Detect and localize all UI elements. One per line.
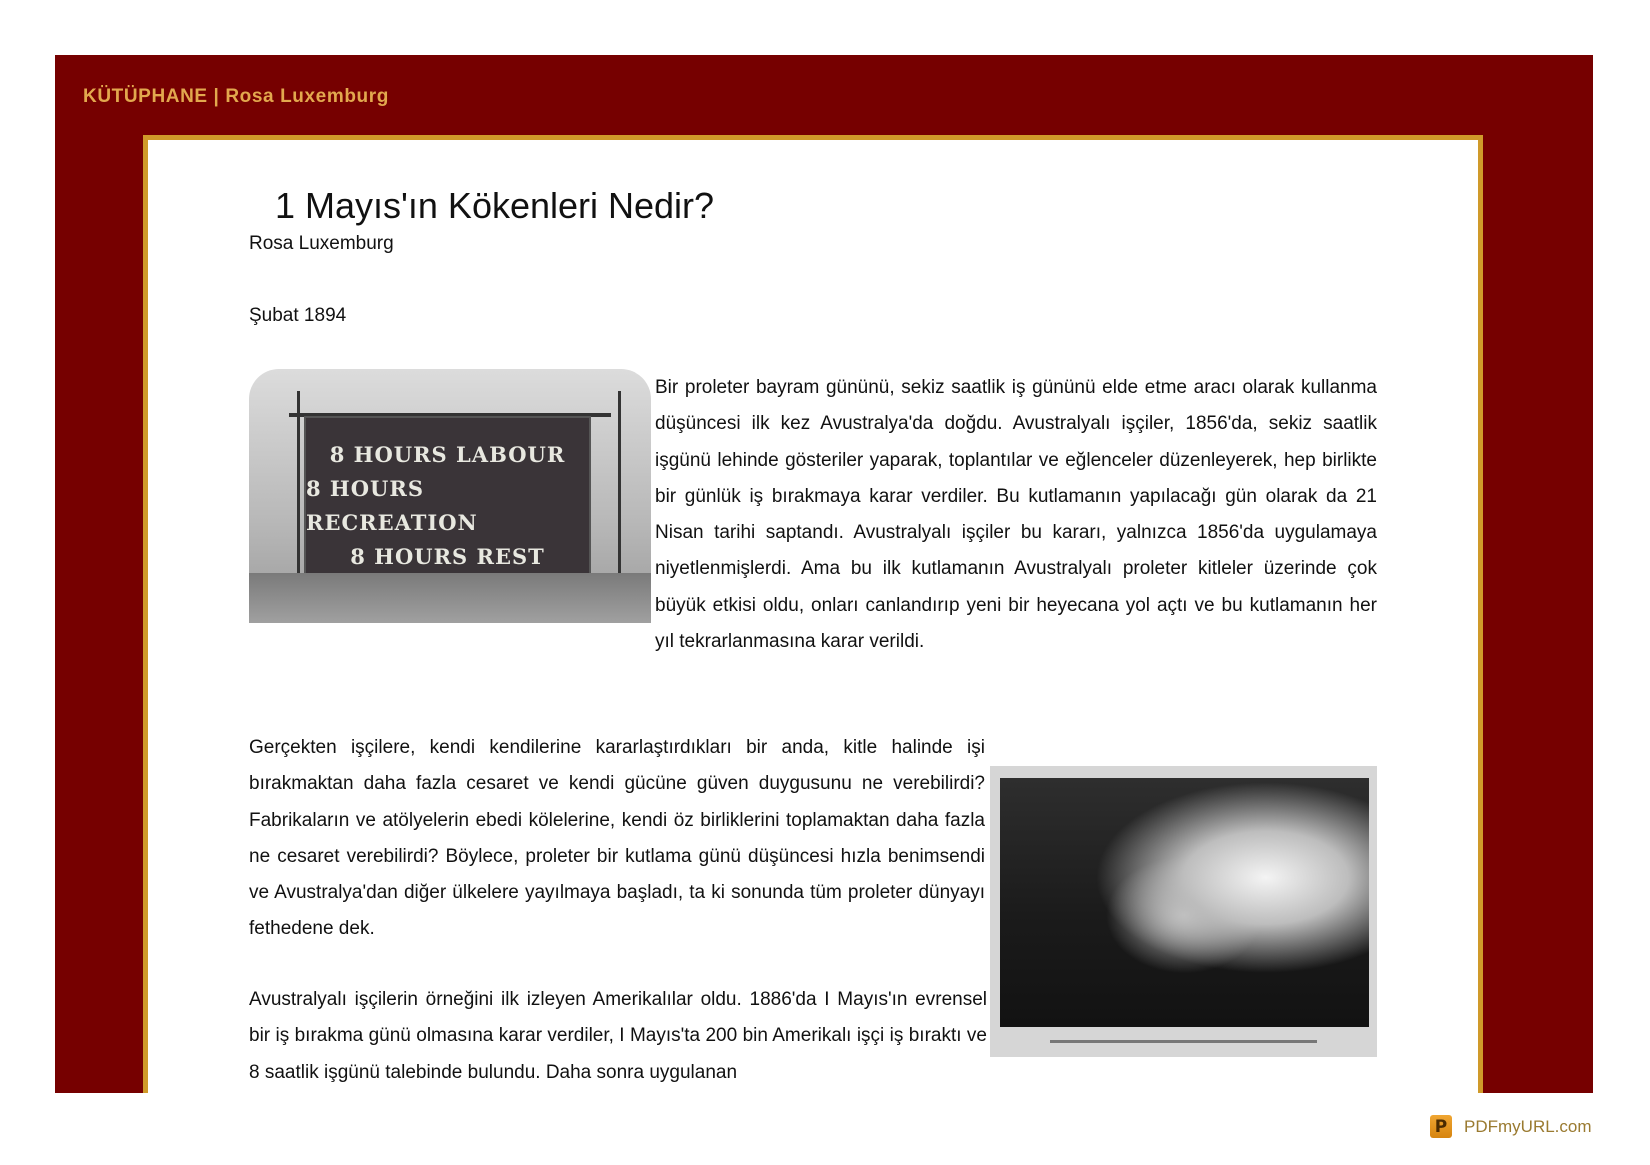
site-title[interactable]: KÜTÜPHANE | Rosa Luxemburg <box>83 86 389 107</box>
pdfmyurl-logo-icon: P <box>1430 1115 1452 1138</box>
article-date: Şubat 1894 <box>249 305 347 326</box>
pdfmyurl-link[interactable]: PDFmyURL.com <box>1464 1116 1592 1136</box>
banner-line: 8 HOURS REST <box>350 543 545 569</box>
paragraph-3 <box>249 982 987 1091</box>
banner-line: 8 HOURS RECREATION <box>306 475 478 535</box>
banner-ground <box>249 573 651 623</box>
banner-cloth <box>304 416 591 595</box>
float-spacer <box>985 766 1377 1066</box>
paragraph-1-text: Bir proleter bayram gününü, sekiz saatlik iş gününü elde etme aracı olarak kullanma düşüncesi ilk kez Avustralya'da doğdu. Avustralyalı işçiler, 1856'da, sekiz saatlik işgünü lehinde gösteriler yaparak, toplantılar ve eğlenceler düzenleyerek, hep birlikte bir günlük iş bırakmaya karar verdiler. Bu kutlamanın yapılacağı gün olarak da 21 Nisan tarihi saptandı. Avustralyalı işçiler bu kararı, yalnızca 1856'da uygulamaya niyetlenmişlerdi. Ama bu ilk kutlamanın Avustralyalı proleter kitleler üzerinde çok büyük etkisi oldu, onları canlandırıp yeni bir heyecana yol açtı ve bu kutlamanın her yıl tekrarlanmasına karar verildi. <box>655 377 1377 653</box>
banner-line: 8 HOURS LABOUR <box>329 441 566 467</box>
banner-illustration-image <box>249 369 651 623</box>
page-title: 1 Mayıs'ın Kökenleri Nedir? <box>275 185 715 226</box>
paragraph-3-text: Avustralyalı işçilerin örneğini ilk izleyen Amerikalılar oldu. 1886'da I Mayıs'ın evrensel bir iş bırakma günü olmasına karar verdiler, I Mayıs'ta 200 bin Amerikalı işçi iş bıraktı ve 8 saatlik işgünü talebinde bulundu. Daha sonra uygulanan <box>249 989 987 1083</box>
pdfmyurl-brand[interactable] <box>1430 1115 1592 1138</box>
paragraph-2-text: Gerçekten işçilere, kendi kendilerine kararlaştırdıkları bir anda, kitle halinde işi bırakmaktan daha fazla cesaret ve kendi gücüne güven duygusunu ne verebilirdi? Fabrikaların ve atölyelerin ebedi kölelerine, kendi öz birliklerini toplamaktan daha fazla ne cesaret verebilirdi? Böylece, proleter bir kutlama günü düşüncesi hızla benimsendi ve Avustralya'dan diğer ülkelere yayılmaya başladı, ta ki sonunda tüm proleter dünyayı fethedene dek. <box>249 737 985 940</box>
author-name: Rosa Luxemburg <box>249 233 394 254</box>
paragraph-1 <box>655 370 1377 660</box>
